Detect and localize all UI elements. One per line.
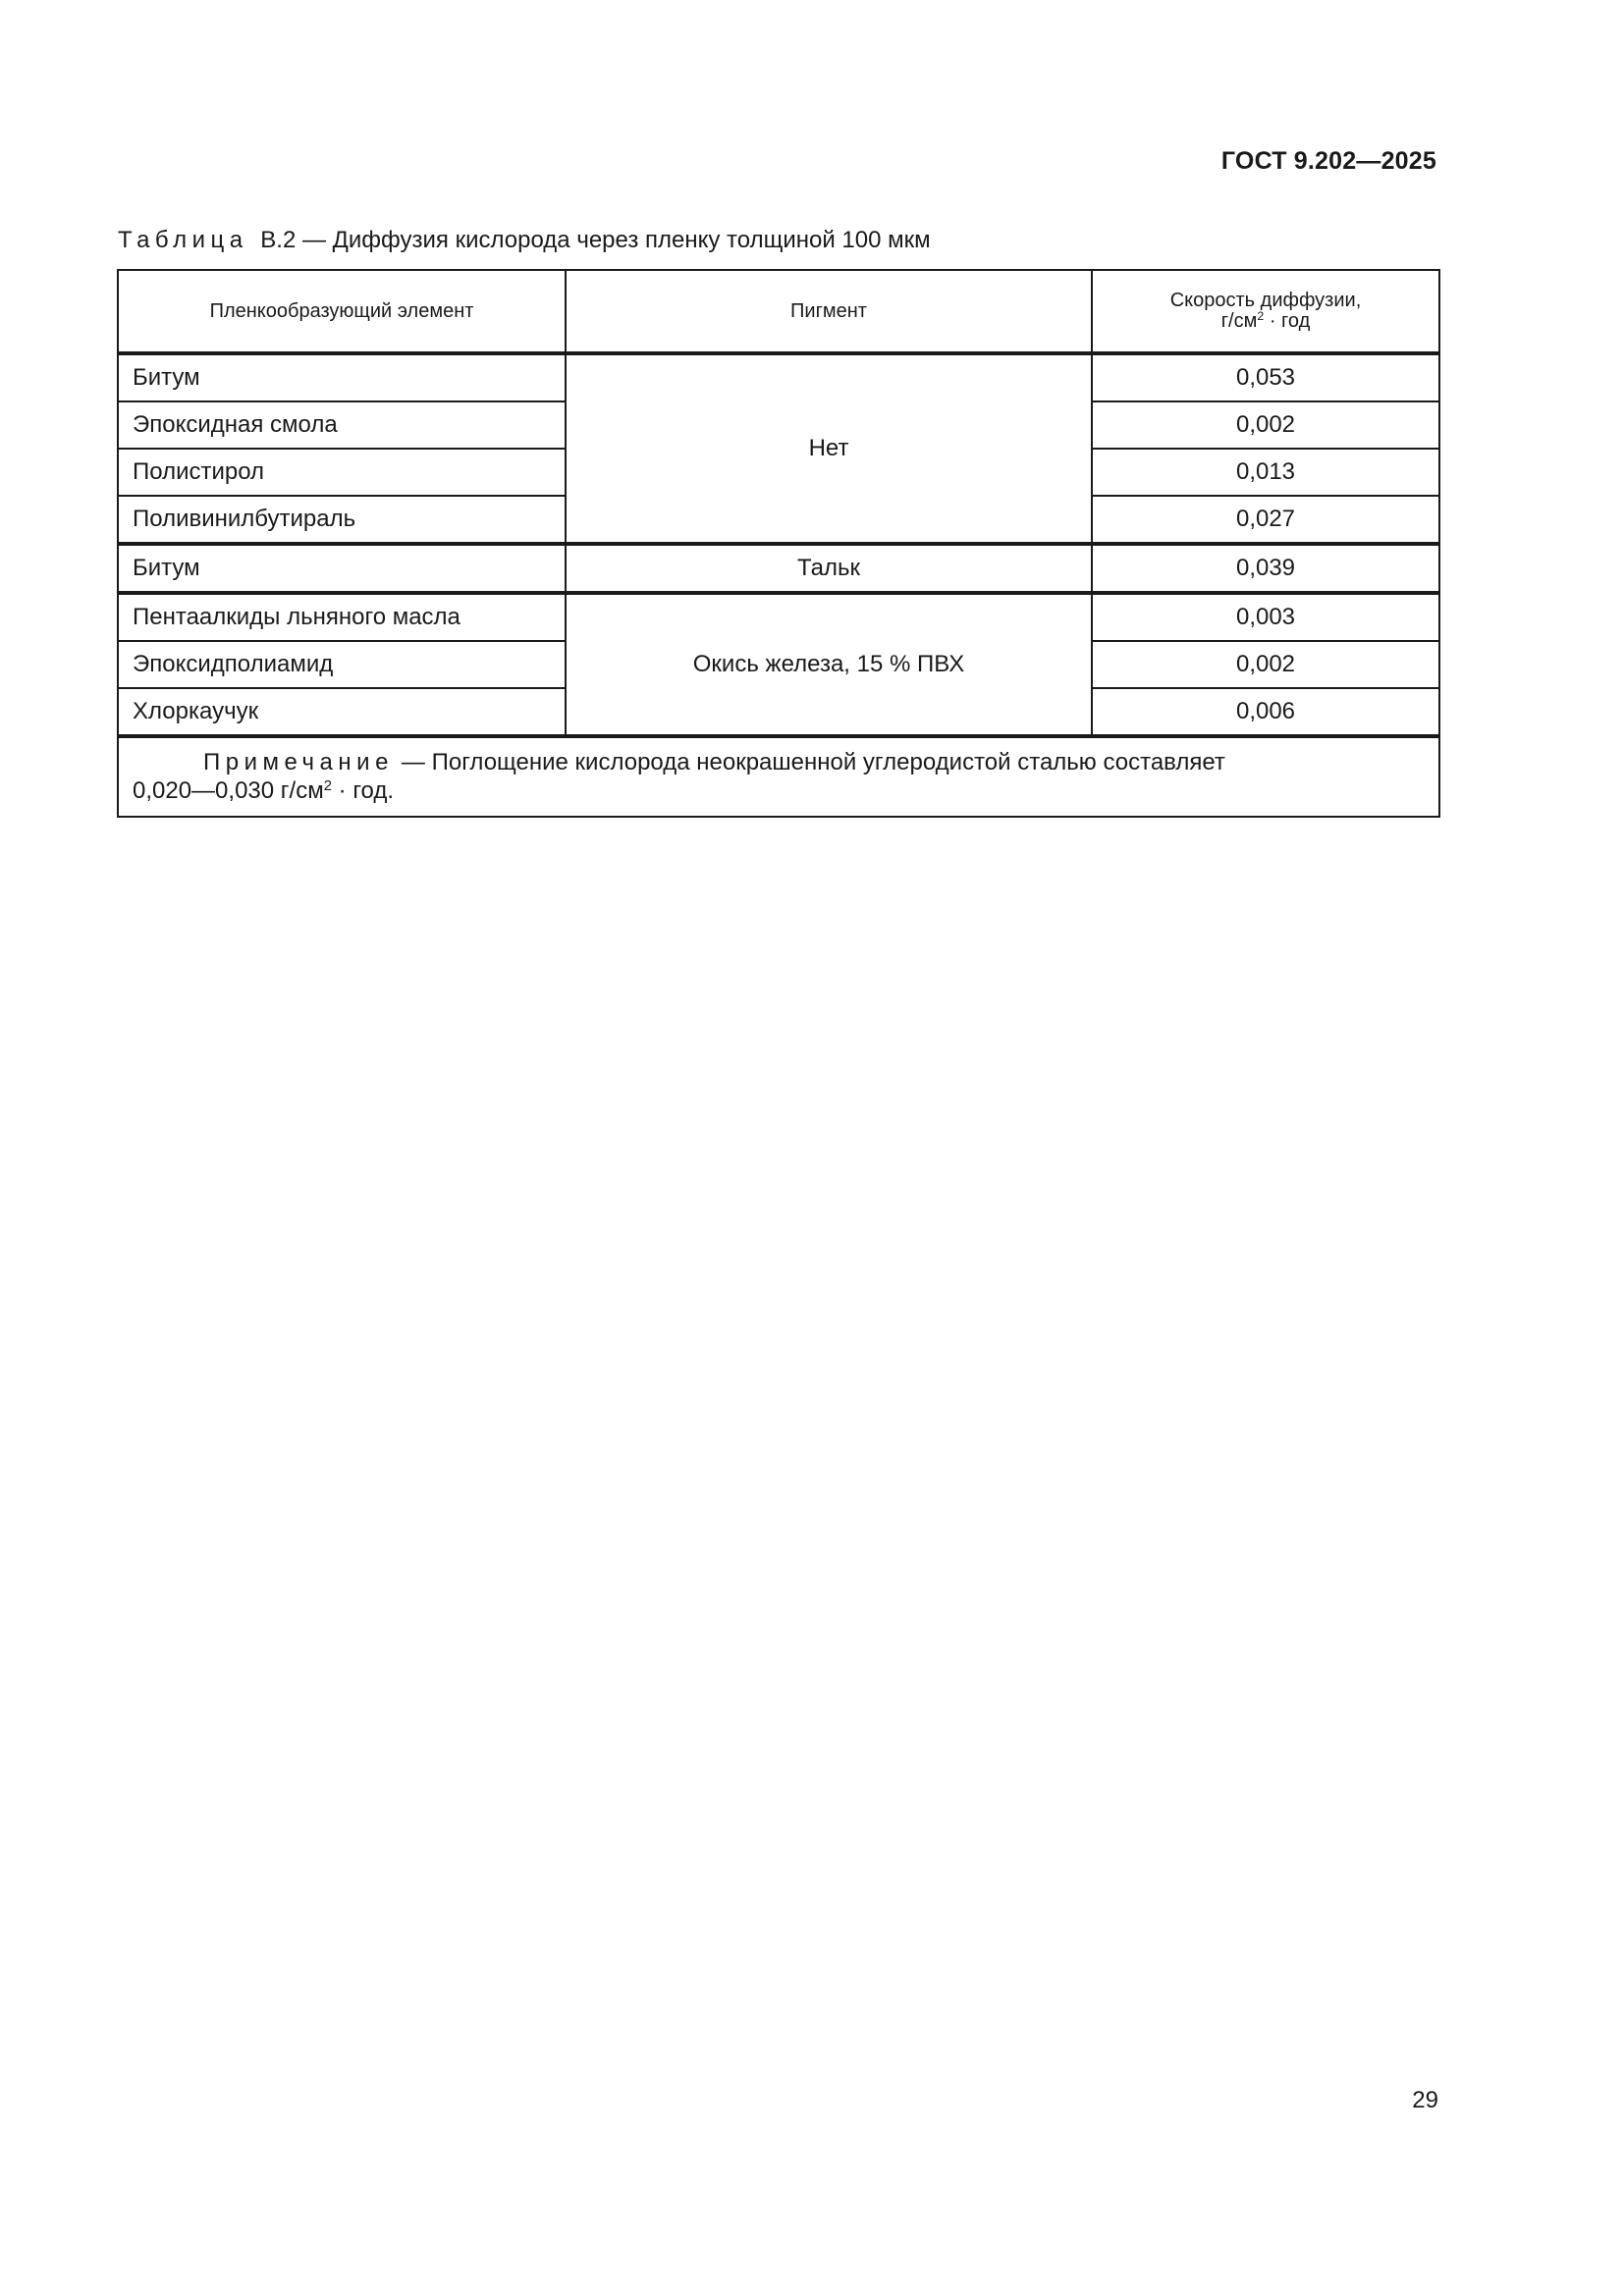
note-text-line1: — Поглощение кислорода неокрашенной углеродистой сталью составляет xyxy=(401,749,1225,775)
cell-pigment: Тальк xyxy=(566,544,1092,593)
table-header-row xyxy=(118,270,1439,353)
table-caption-label: Таблица xyxy=(118,227,248,253)
document-code: ГОСТ 9.202—2025 xyxy=(1220,147,1436,175)
table-note xyxy=(118,736,1439,817)
header-rate-line1: Скорость диффузии, xyxy=(1169,290,1362,311)
header-rate-unit-sup: 2 xyxy=(1257,309,1265,324)
header-material: Пленкообразующий элемент xyxy=(118,270,566,353)
cell-rate: 0,027 xyxy=(1092,496,1439,544)
cell-material: Пентаалкиды льняного масла xyxy=(118,593,566,641)
table-caption xyxy=(118,227,931,254)
cell-material: Поливинилбутираль xyxy=(118,496,566,544)
cell-rate: 0,053 xyxy=(1092,353,1439,401)
cell-material: Полистирол xyxy=(118,449,566,496)
oxygen-diffusion-table xyxy=(117,269,1440,818)
cell-pigment: Окись железа, 15 % ПВХ xyxy=(566,593,1092,736)
cell-rate: 0,013 xyxy=(1092,449,1439,496)
note-text-line2 xyxy=(133,777,394,804)
note-label: Примечание xyxy=(203,749,394,775)
note-text-line2-base: 0,020—0,030 г/см xyxy=(133,777,324,805)
cell-rate: 0,039 xyxy=(1092,544,1439,593)
header-rate xyxy=(1092,270,1439,353)
cell-rate: 0,006 xyxy=(1092,688,1439,736)
cell-rate: 0,003 xyxy=(1092,593,1439,641)
cell-material: Эпоксидная смола xyxy=(118,401,566,449)
cell-material: Хлоркаучук xyxy=(118,688,566,736)
cell-rate: 0,002 xyxy=(1092,401,1439,449)
note-text-line2-sup: 2 xyxy=(323,778,332,795)
table-row xyxy=(118,353,1439,401)
header-rate-unit-tail: · год xyxy=(1264,310,1311,332)
note-text-line2-tail: · год. xyxy=(332,777,395,805)
table-caption-text: В.2 — Диффузия кислорода через пленку толщиной 100 мкм xyxy=(260,227,931,253)
cell-material: Эпоксидполиамид xyxy=(118,641,566,688)
page-number: 29 xyxy=(1412,2087,1438,2113)
table-note-row xyxy=(118,736,1439,817)
table-row xyxy=(118,544,1439,593)
cell-material: Битум xyxy=(118,353,566,401)
cell-rate: 0,002 xyxy=(1092,641,1439,688)
header-rate-unit xyxy=(1221,310,1311,332)
cell-pigment: Нет xyxy=(566,353,1092,544)
cell-material: Битум xyxy=(118,544,566,593)
header-pigment: Пигмент xyxy=(566,270,1092,353)
header-rate-unit-base: г/см xyxy=(1220,310,1258,332)
table-row xyxy=(118,593,1439,641)
